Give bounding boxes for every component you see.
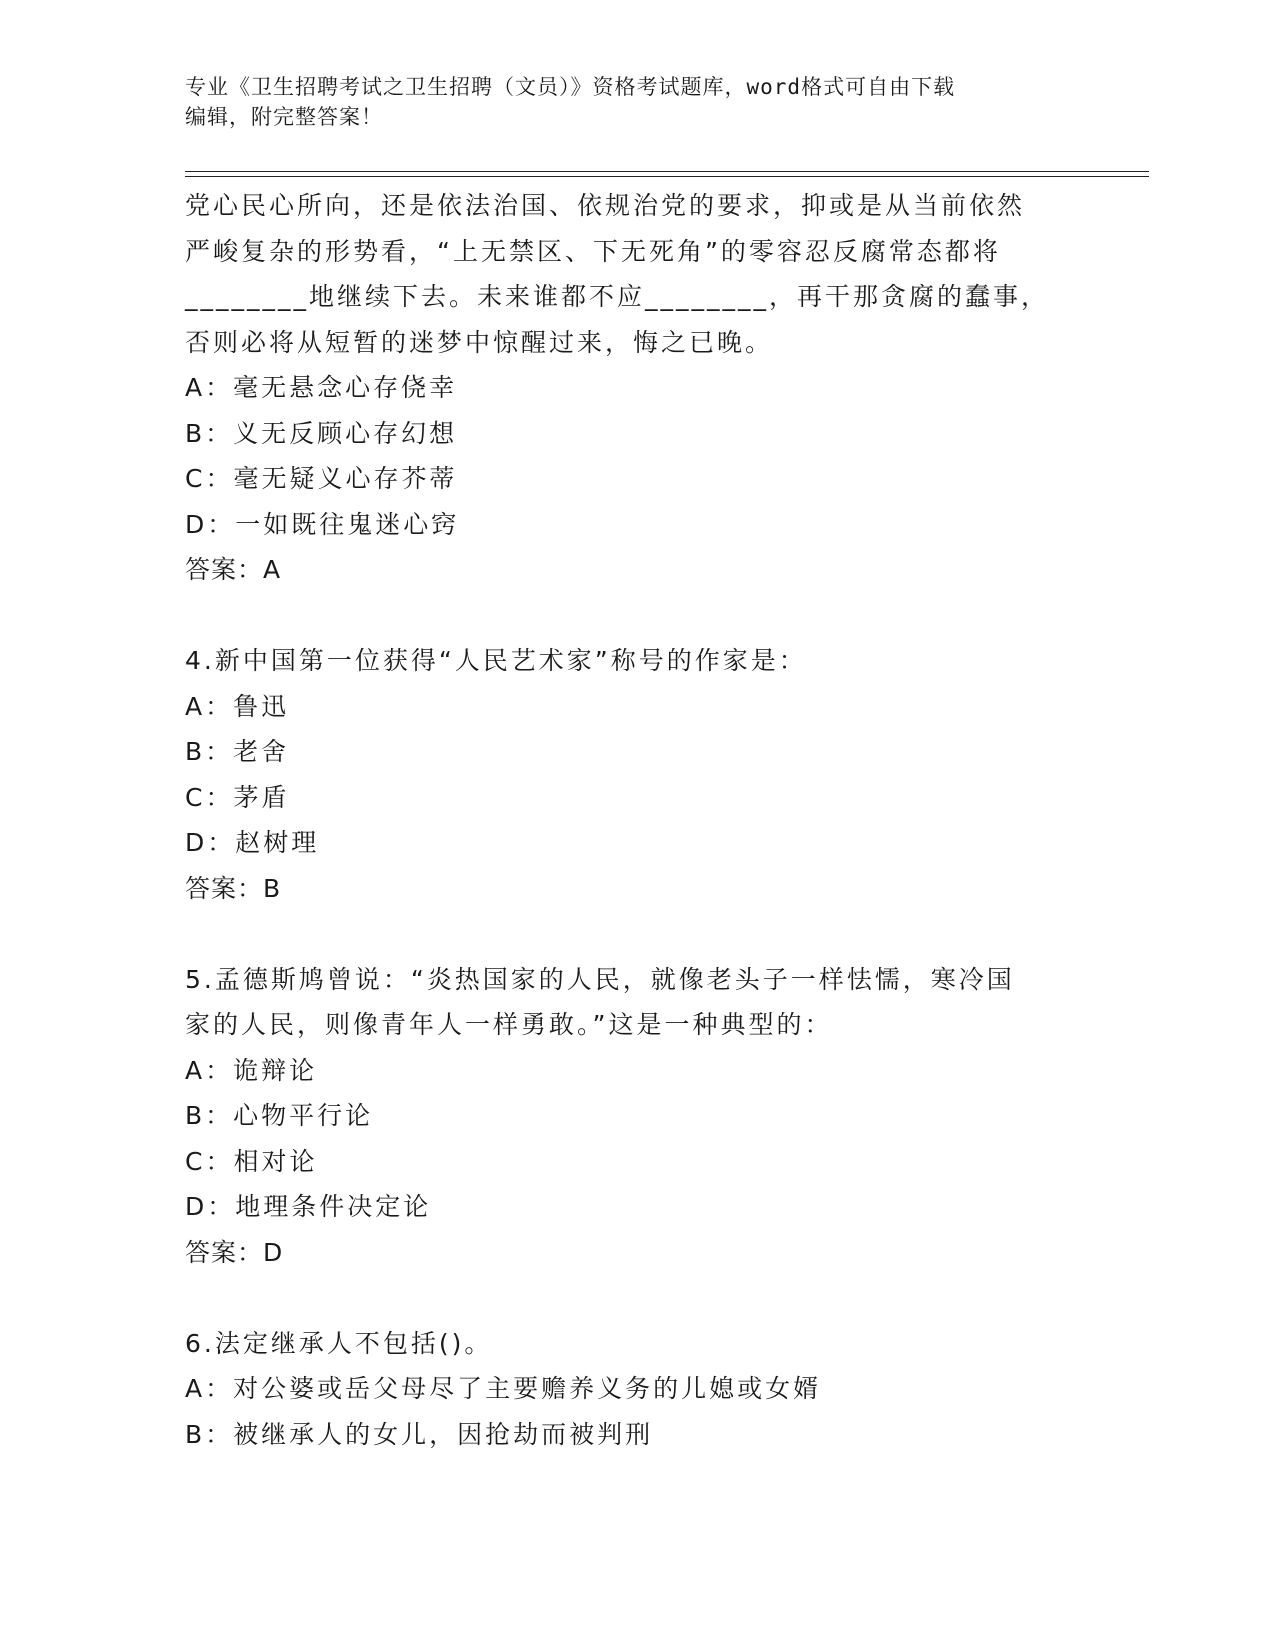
- question-stem-line: 党心民心所向，还是依法治国、依规治党的要求，抑或是从当前依然: [185, 191, 1026, 220]
- option-a: A：鲁迅: [185, 691, 290, 721]
- question-stem-line: 家的人民，则像青年人一样勇敢。”这是一种典型的：: [185, 1010, 833, 1039]
- option-a: A：毫无悬念心存侥幸: [185, 373, 458, 402]
- option-b: B：被继承人的女儿，因抢劫而被判刑: [185, 1419, 654, 1449]
- question-stem-line: 5.孟德斯鸠曾说：“炎热国家的人民，就像老头子一样怯懦，寒冷国: [185, 964, 1015, 994]
- question-5: [185, 957, 1065, 1276]
- option-d: D：地理条件决定论: [185, 1192, 432, 1221]
- answer: 答案：D: [185, 1237, 284, 1267]
- header-line-2: 编辑，附完整答案！: [185, 105, 383, 129]
- option-b: B：义无反顾心存幻想: [185, 418, 458, 448]
- question-4: [185, 638, 1065, 911]
- option-c: C：毫无疑义心存芥蒂: [185, 464, 458, 493]
- option-b: B：老舍: [185, 737, 290, 766]
- option-d: D：赵树理: [185, 828, 320, 857]
- question-stem-line: 6.法定继承人不包括()。: [185, 1328, 493, 1358]
- header-line-1: 专业《卫生招聘考试之卫生招聘（文员）》资格考试题库，word格式可自由下载: [185, 75, 956, 99]
- question-3: [185, 183, 1065, 593]
- answer: 答案：A: [185, 555, 282, 584]
- header-rule-top: [185, 171, 1149, 172]
- option-b: B：心物平行论: [185, 1101, 374, 1130]
- option-a: A：诡辩论: [185, 1055, 318, 1085]
- option-c: C：茅盾: [185, 782, 290, 812]
- question-6: [185, 1321, 1065, 1458]
- spacer: [185, 1275, 1065, 1321]
- question-stem-line: 严峻复杂的形势看，“上无禁区、下无死角”的零容忍反腐常态都将: [185, 236, 1001, 266]
- spacer: [185, 593, 1065, 639]
- question-stem-line: ________地继续下去。未来谁都不应________，再干那贪腐的蠢事，: [185, 282, 1050, 311]
- answer: 答案：B: [185, 873, 282, 903]
- option-c: C：相对论: [185, 1146, 318, 1176]
- question-content: [185, 183, 1065, 1457]
- question-stem-line: 4.新中国第一位获得“人民艺术家”称号的作家是：: [185, 646, 807, 675]
- question-stem-line: 否则必将从短暂的迷梦中惊醒过来，悔之已晚。: [185, 327, 774, 357]
- option-d: D：一如既往鬼迷心窍: [185, 509, 460, 539]
- document-header: [185, 72, 1065, 132]
- spacer: [185, 911, 1065, 957]
- option-a: A：对公婆或岳父母尽了主要赡养义务的儿媳或女婿: [185, 1374, 822, 1403]
- header-rule-bottom: [185, 176, 1149, 177]
